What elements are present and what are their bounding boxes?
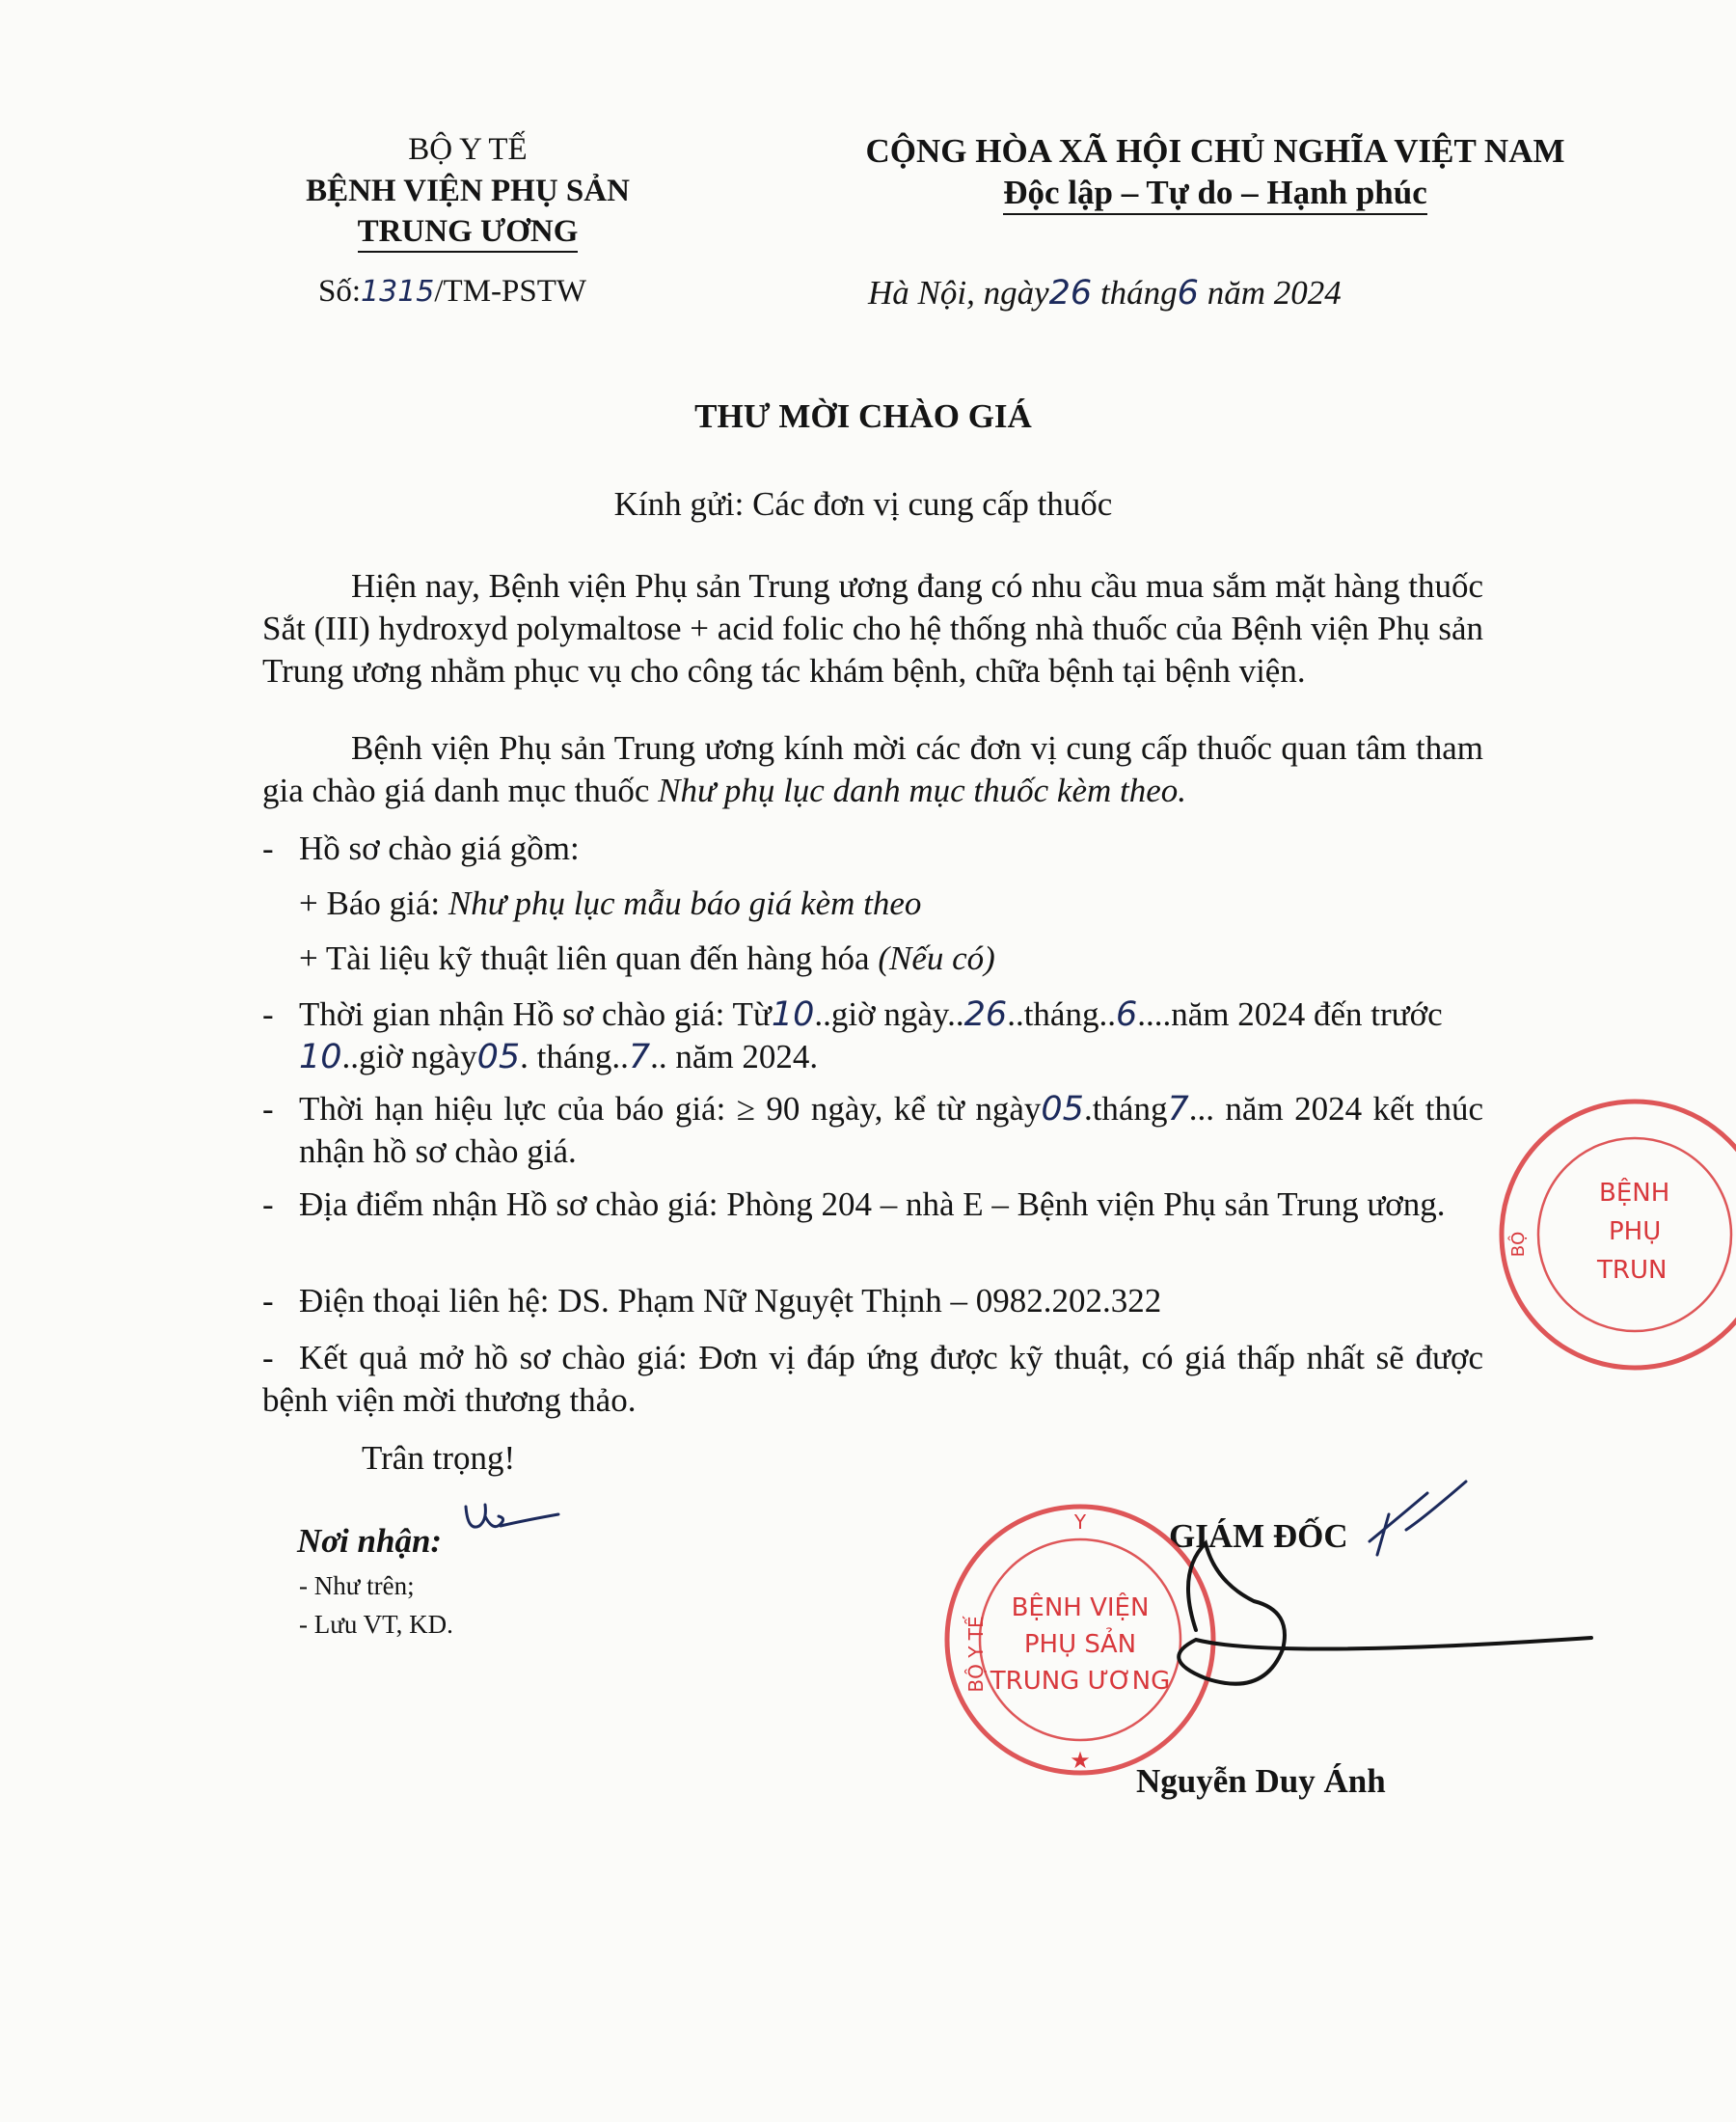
date-mid: tháng (1099, 274, 1178, 312)
deadline-hour-handwritten: 10 (299, 1038, 342, 1076)
receive-time-text: Thời gian nhận Hồ sơ chào giá: Từ (299, 995, 772, 1033)
dash: - (262, 1185, 274, 1223)
stamp-line2: PHỤ SẢN (1023, 1630, 1137, 1659)
ministry-name: BỘ Y TẾ (408, 132, 528, 167)
date-suffix: năm 2024 (1207, 274, 1342, 312)
location-bullet (262, 1183, 1483, 1226)
dash: - (262, 830, 274, 867)
doc-no-suffix: /TM-PSTW (434, 274, 587, 309)
signer-name: Nguyễn Duy Ánh (1136, 1762, 1386, 1800)
stamp-line3: TRUNG ƯƠNG (990, 1667, 1171, 1696)
dossier-bullet (262, 828, 580, 870)
validity-row (262, 1088, 1483, 1173)
svg-text:★: ★ (1070, 1747, 1091, 1774)
location-row (262, 1183, 1483, 1226)
receive-day-handwritten: 26 (963, 995, 1008, 1034)
date-day-handwritten: 26 (1048, 274, 1093, 313)
validity-part: .tháng (1083, 1090, 1168, 1128)
recipients-list (299, 1566, 453, 1644)
edge-stamp-line2: PHỤ (1609, 1217, 1662, 1246)
invitation-italic: Như phụ lục danh mục thuốc kèm theo. (658, 772, 1187, 809)
item-quote-italic: Như phụ lục mẫu báo giá kèm theo (448, 884, 922, 922)
initials-signature (458, 1497, 564, 1551)
edge-stamp (1495, 1095, 1670, 1374)
recipient-item: - Như trên; (299, 1571, 415, 1600)
receive-time-text: ..giờ ngày (341, 1038, 477, 1075)
receive-time-text: . tháng.. (520, 1038, 629, 1075)
paragraph-invitation (262, 727, 1483, 812)
validity-bullet (262, 1088, 1483, 1173)
deadline-day-handwritten: 05 (476, 1038, 521, 1076)
item-quote (299, 883, 921, 925)
edge-stamp-line1: BỆNH (1599, 1179, 1670, 1208)
receive-hour-handwritten: 10 (771, 995, 815, 1034)
location-text: Địa điểm nhận Hồ sơ chào giá: Phòng 204 – nhà E – Bệnh viện Phụ sản Trung ương. (299, 1185, 1446, 1223)
hospital-name-line1: BỆNH VIỆN PHỤ SẢN (306, 174, 630, 208)
receive-month-handwritten: 6 (1115, 995, 1138, 1034)
letter-title: THƯ MỜI CHÀO GIÁ (694, 397, 1032, 435)
date-month-handwritten: 6 (1177, 274, 1199, 313)
item-docs-italic: (Nếu có) (878, 939, 995, 977)
document-number (318, 274, 586, 310)
contact-bullet (262, 1280, 1483, 1322)
item-quote-label: + Báo giá: (299, 884, 448, 922)
recipient-item: - Lưu VT, KD. (299, 1610, 453, 1639)
edge-stamp-line3: TRUN (1597, 1256, 1668, 1285)
doc-no-handwritten: 1315 (361, 275, 435, 309)
receive-time-text: ....năm 2024 đến trước (1137, 995, 1443, 1033)
validity-month-handwritten: 7 (1167, 1090, 1189, 1129)
svg-text:Y: Y (1073, 1510, 1087, 1534)
paragraph-intro: Hiện nay, Bệnh viện Phụ sản Trung ương đang có nhu cầu mua sắm mặt hàng thuốc Sắt (III) hydroxyd polymaltose + acid folic cho hệ thống nhà thuốc của Bệnh viện Phụ sản Trung ương nhằm phục vụ cho công tác khám bệnh, chữa bệnh tại bệnh viện. (262, 567, 1483, 690)
motto-wrap (694, 174, 1736, 212)
motto: Độc lập – Tự do – Hạnh phúc (1003, 174, 1427, 215)
signer-title: GIÁM ĐỐC (1169, 1517, 1348, 1555)
dash: - (262, 1282, 274, 1319)
deadline-month-handwritten: 7 (628, 1038, 651, 1076)
date-prefix: Hà Nội, ngày (868, 274, 1049, 312)
hospital-name-line2: TRUNG ƯƠNG (358, 214, 579, 253)
stamp-side-text: BỘ Y TẾ (964, 1616, 988, 1693)
edge-stamp-side: BỘ (1508, 1231, 1529, 1258)
receive-time-text: .. năm 2024. (650, 1038, 819, 1075)
hospital-name-line2-wrap (231, 214, 704, 250)
date-line (868, 274, 1342, 313)
invitation-text: Bệnh viện Phụ sản Trung ương kính mời các đơn vị cung cấp thuốc quan tâm tham gia chào giá danh mục thuốc (262, 729, 1483, 809)
receive-time-text: ..giờ ngày.. (814, 995, 964, 1033)
director-signature (1138, 1466, 1601, 1717)
receive-time-text: ..tháng.. (1007, 995, 1116, 1033)
recipients-title: Nơi nhận: (297, 1522, 443, 1560)
validity-part: ... năm 2024 kết thúc nhận hồ sơ chào giá. (299, 1090, 1483, 1170)
result-bullet (262, 1337, 1483, 1422)
receive-time-bullet (262, 993, 1483, 1078)
stamp-line1: BỆNH VIỆN (1011, 1593, 1150, 1622)
validity-part: Thời hạn hiệu lực của báo giá: ≥ 90 ngày, kể từ ngày (299, 1090, 1042, 1128)
closing-text: Trân trọng! (362, 1439, 516, 1477)
validity-text (299, 1088, 1483, 1173)
doc-no-label: Số: (318, 274, 362, 309)
validity-day-handwritten: 05 (1041, 1090, 1084, 1129)
dash: - (262, 995, 274, 1033)
dossier-label: Hồ sơ chào giá gồm: (299, 830, 580, 867)
item-docs-label: + Tài liệu kỹ thuật liên quan đến hàng hóa (299, 939, 879, 977)
nation-title: CỘNG HÒA XÃ HỘI CHỦ NGHĨA VIỆT NAM (865, 132, 1565, 170)
dash: - (262, 1090, 274, 1128)
contact-text: Điện thoại liên hệ: DS. Phạm Nữ Nguyệt Thịnh – 0982.202.322 (299, 1282, 1162, 1319)
recipient-line: Kính gửi: Các đơn vị cung cấp thuốc (613, 485, 1113, 523)
result-text: Kết quả mở hồ sơ chào giá: Đơn vị đáp ứng được kỹ thuật, có giá thấp nhất sẽ được bệnh viện mời thương thảo. (262, 1339, 1483, 1419)
item-docs (299, 938, 995, 980)
dash: - (262, 1339, 274, 1376)
